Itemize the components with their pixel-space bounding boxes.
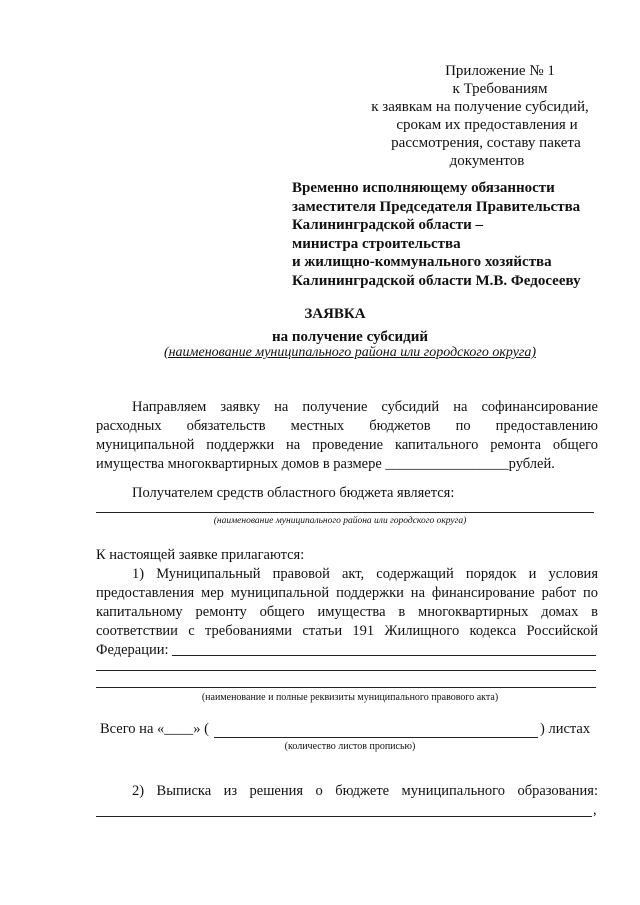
addressee-line: Калининградской области – [292, 217, 483, 234]
addressee-block [292, 179, 622, 291]
item1-line: Федерации: [96, 642, 169, 658]
subtitle-note: (наименование муниципального района или городского округа) [163, 345, 537, 360]
appendix-block [352, 62, 608, 170]
appendix-line: к заявкам на получение субсидий, [371, 99, 589, 115]
addressee-line: Калининградской области М.В. Федосееву [292, 272, 581, 289]
paragraph-line: имущества многоквартирных домов в размере _________________рублей. [96, 456, 555, 472]
act-note: (наименование и полные реквизиты муниципального правового акта) [201, 692, 499, 703]
act-line-1[interactable] [172, 655, 596, 656]
addressee-line: Временно исполняющему обязанности [292, 180, 555, 196]
sheets-note: (количество листов прописью) [284, 741, 416, 752]
document-title: ЗАЯВКА [304, 306, 366, 322]
appendix-line: к Требованиям [452, 81, 548, 97]
item1-line: соответствии с требованиями статьи 191 Жилищного кодекса Российской [96, 623, 598, 639]
item2-input-line[interactable] [96, 816, 592, 817]
addressee-line: заместителя Председателя Правительства [292, 198, 581, 215]
appendix-line: документов [449, 153, 525, 169]
appendix-line: срокам их предоставления и [396, 117, 578, 133]
appendix-line: Приложение № 1 [445, 63, 555, 79]
recipient-label: Получателем средств областного бюджета является: [132, 485, 455, 501]
item1-line: предоставления мер муниципальной поддержки на финансирование работ по [96, 585, 598, 601]
total-prefix: Всего на «____» ( [100, 721, 209, 737]
item2-comma: , [593, 802, 597, 818]
appendix-line: рассмотрения, составу пакета [391, 135, 581, 151]
sheets-count-line[interactable] [214, 737, 538, 738]
addressee-line: министра строительства [292, 235, 461, 252]
item2-line: 2) Выписка из решения о бюджете муниципального образования: [132, 783, 598, 799]
document-subtitle: на получение субсидий [272, 329, 428, 345]
act-line-3[interactable] [96, 687, 596, 688]
recipient-line[interactable] [96, 512, 594, 513]
item1-line: 1) Муниципальный правовой акт, содержащий порядок и условия [132, 566, 598, 582]
request-paragraph [96, 398, 598, 474]
total-suffix: ) листах [540, 721, 591, 737]
paragraph-line: муниципальной поддержки на проведение капитального ремонта общего [96, 437, 598, 453]
paragraph-line: расходных обязательств местных бюджетов по предоставлению [96, 418, 598, 434]
item1-line: капитальному ремонту общего имущества в многоквартирных домах в [96, 604, 598, 620]
addressee-line: и жилищно-коммунального хозяйства [292, 254, 552, 271]
recipient-note: (наименование муниципального района или городского округа) [213, 516, 467, 526]
attached-heading: К настоящей заявке прилагаются: [96, 547, 305, 563]
paragraph-line: Направляем заявку на получение субсидий на софинансирование [132, 399, 598, 415]
item1-paragraph [96, 565, 598, 660]
act-line-2[interactable] [96, 670, 596, 671]
